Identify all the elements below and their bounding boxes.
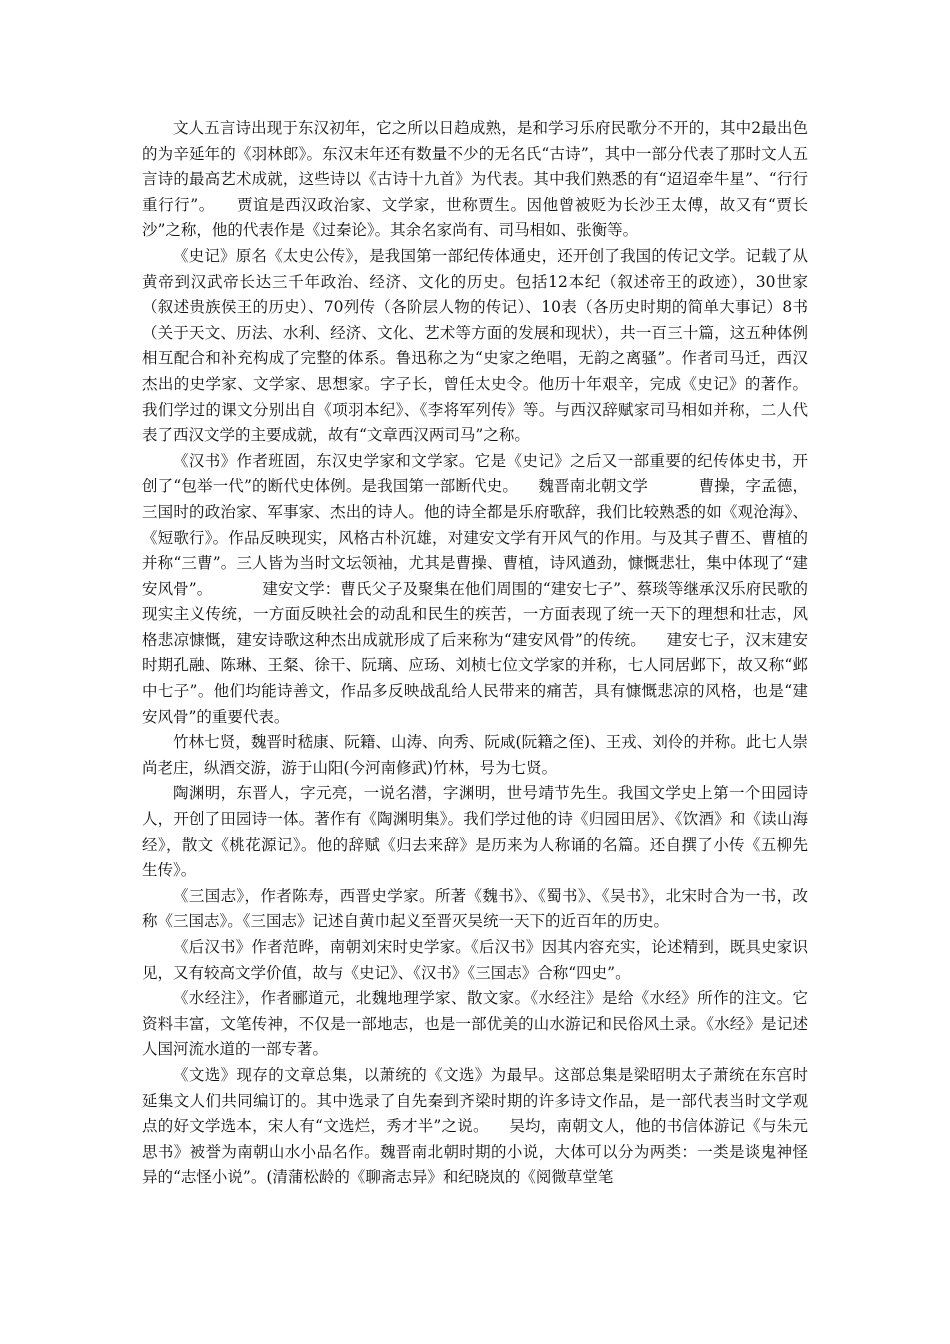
paragraph-wuyan-shi: 文人五言诗出现于东汉初年，它之所以日趋成熟，是和学习乐府民歌分不开的，其中2最出色的为辛延年的《羽林郎》。东汉末年还有数量不少的无名氏“古诗”，其中一部分代表了那时文人五言诗的最高艺术成就，这些诗以《古诗十九首》为代表。其中我们熟悉的有“迢迢牵牛星”、“行行重行行”。 贾谊是西汉政治家、文学家，世称贾生。因他曾被贬为长沙王太傅，故又有“贾长沙”之称，他的代表作是《过秦论》。其余名家尚有、司马相如、张衡等。 [142, 119, 808, 240]
paragraph-tao-yuanming: 陶渊明，东晋人，字元亮，一说名潜，字渊明，世号靖节先生。我国文学史上第一个田园诗人，开创了田园诗一体。著作有《陶渊明集》。我们学过他的诗《归园田居》、《饮酒》和《读山海经》，散文《桃花源记》。他的辞赋《归去来辞》是历来为人称诵的名篇。还自撰了小传《五柳先生传》。 [142, 784, 808, 880]
paragraph-sanguozhi: 《三国志》，作者陈寿，西晋史学家。所著《魏书》、《蜀书》、《吴书》，北宋时合为一书，改称《三国志》。《三国志》记述自黄巾起义至晋灭吴统一天下的近百年的历史。 [142, 886, 808, 931]
paragraph-wenxuan: 《文选》现存的文章总集，以萧统的《文选》为最早。这部总集是梁昭明太子萧统在东宫时延集文人们共同编订的。其中选录了自先秦到齐梁时期的许多诗文作品，是一部代表当时文学观点的好文学选本，宋人有“文选烂，秀才半”之说。 吴均，南朝文人，他的书信体游记《与朱元思书》被誉为南朝山水小品名作。魏晋南北朝时期的小说，大体可以分为两类：一类是谈鬼神怪异的“志怪小说”。(清蒲松龄的《聊斋志异》和纪晓岚的《阅微草堂笔 [142, 1065, 808, 1187]
paragraph-shuijingzhu: 《水经注》，作者郦道元，北魏地理学家、散文家。《水经注》是给《水经》所作的注文。它资料丰富，文笔传神，不仅是一部地志，也是一部优美的山水游记和民俗风土录。《水经》是记述人国河流水道的一部专著。 [142, 989, 808, 1059]
paragraph-houhanshu: 《后汉书》作者范晔，南朝刘宋时史学家。《后汉书》因其内容充实，论述精到，既具史家识见，又有较高文学价值，故与《史记》、《汉书》《三国志》合称“四史”。 [142, 938, 808, 982]
paragraph-zhulin-qixian: 竹林七贤，魏晋时嵇康、阮籍、山涛、向秀、阮咸(阮籍之侄)、王戎、刘伶的并称。此七人崇尚老庄，纵酒交游，游于山阳(今河南修武)竹林，号为七贤。 [142, 733, 808, 777]
document-page [142, 116, 808, 1191]
paragraph-shiji: 《史记》原名《太史公传》，是我国第一部纪传体通史，还开创了我国的传记文学。记载了从黄帝到汉武帝长达三千年政治、经济、文化的历史。包括12本纪（叙述帝王的政迹），30世家（叙述贵族侯王的历史）、70列传（各阶层人物的传记）、10表（各历史时期的简单大事记）8书（关于天文、历法、水利、经济、文化、艺术等方面的发展和现状），共一百三十篇，这五种体例相互配合和补充构成了完整的体系。鲁迅称之为“史家之绝唱，无韵之离骚”。作者司马迁，西汉杰出的史学家、文学家、思想家。字子长，曾任太史令。他历十年艰辛，完成《史记》的著作。我们学过的课文分别出自《项羽本纪》、《李将军列传》等。与西汉辞赋家司马相如并称，二人代表了西汉文学的主要成就，故有“文章西汉两司马”之称。 [142, 246, 808, 445]
paragraph-hanshu-jian-an: 《汉书》作者班固，东汉史学家和文学家。它是《史记》之后又一部重要的纪传体史书，开创了“包举一代”的断代史体例。是我国第一部断代史。 魏晋南北朝文学 曹操，字孟德，三国时的政治家、军事家、杰出的诗人。他的诗全都是乐府歌辞，我们比较熟悉的如《观沧海》、《短歌行》。作品反映现实，风格古朴沉雄，对建安文学有开风气的作用。与及其子曹丕、曹植的并称“三曹”。三人皆为当时文坛领袖，尤其是曹操、曹植，诗风遒劲，慷慨悲壮，集中体现了“建安风骨”。 建安文学：曹氏父子及聚集在他们周围的“建安七子”、蔡琰等继承汉乐府民歌的现实主义传统，一方面反映社会的动乱和民生的疾苦，一方面表现了统一天下的理想和壮志，风格悲凉慷慨，建安诗歌这种杰出成就形成了后来称为“建安风骨”的传统。 建安七子，汉末建安时期孔融、陈琳、王粲、徐干、阮璃、应玚、刘桢七位文学家的并称，七人同居邺下，故又称“邺中七子”。他们均能诗善文，作品多反映战乱给人民带来的痛苦，具有慷慨悲凉的风格，也是“建安风骨”的重要代表。 [142, 451, 808, 726]
